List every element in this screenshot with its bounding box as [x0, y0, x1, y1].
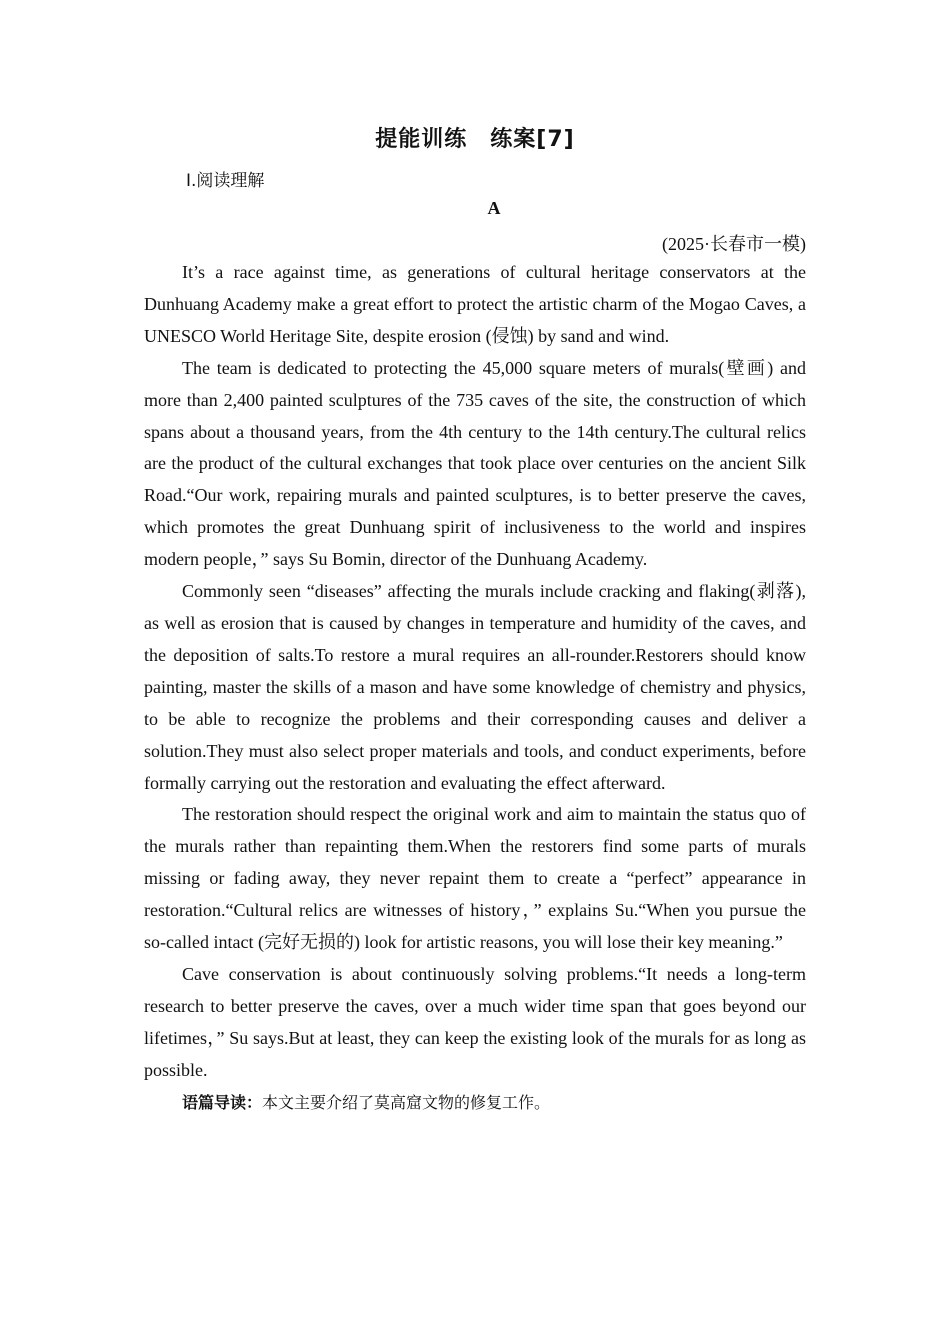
passage-body — [144, 257, 806, 1118]
paragraph-2: The team is dedicated to protecting the 45,000 square meters of murals(壁画) and more than 2,400 painted sculptures of the 735 caves of the site, the construction of which spans about a thousand years, from the 4th century to the 14th century.The cultural relics are the product of the cultural exchanges that took place over centuries on the ancient Silk Road.“Our work, repairing murals and painted sculptures, is to better preserve the caves, which promotes the great Dunhuang spirit of inclusiveness to the world and inspires modern people，” says Su Bomin, director of the Dunhuang Academy. — [144, 357, 806, 570]
reading-guide-text: 本文主要介绍了莫高窟文物的修复工作。 — [262, 1092, 551, 1112]
source-citation: (2025·长春市一模) — [662, 234, 806, 254]
reading-guide — [144, 1087, 806, 1119]
passage-letter: A — [487, 198, 501, 218]
paragraph-5: Cave conservation is about continuously solving problems.“It needs a long-term research to better preserve the caves, over a much wider time span that goes beyond our lifetimes，” Su says.But at least, they can keep the existing look of the murals for as long as possible. — [144, 963, 806, 1080]
section-label: Ⅰ.阅读理解 — [186, 171, 265, 191]
page-title: 提能训练 练案[7] — [375, 127, 575, 152]
paragraph-3: Commonly seen “diseases” affecting the murals include cracking and flaking(剥落), as well as erosion that is caused by changes in temperature and humidity of the caves, and the deposition of salts.To restore a mural requires an all-rounder.Restorers should know painting, master the skills of a mason and have some knowledge of chemistry and physics, to be able to recognize the problems and their corresponding causes and deliver a solution.They must also select proper materials and tools, and conduct experiments, before formally carrying out the restoration and evaluating the effect afterward. — [144, 581, 806, 793]
paragraph-4: The restoration should respect the original work and aim to maintain the status quo of the murals rather than repainting them.When the restorers find some parts of murals missing or fading away, they never repaint them to create a “perfect” appearance in restoration.“Cultural relics are witnesses of history，” explains Su.“When you pursue the so-called intact (完好无损的) look for artistic reasons, you will lose their key meaning.” — [144, 804, 806, 953]
paragraph-1: It’s a race against time, as generations of cultural heritage conservators at the Dunhuang Academy make a great effort to protect the artistic charm of the Mogao Caves, a UNESCO World Heritage Site, despite erosion (侵蚀) by sand and wind. — [144, 262, 806, 346]
reading-guide-label: 语篇导读： — [182, 1092, 263, 1112]
